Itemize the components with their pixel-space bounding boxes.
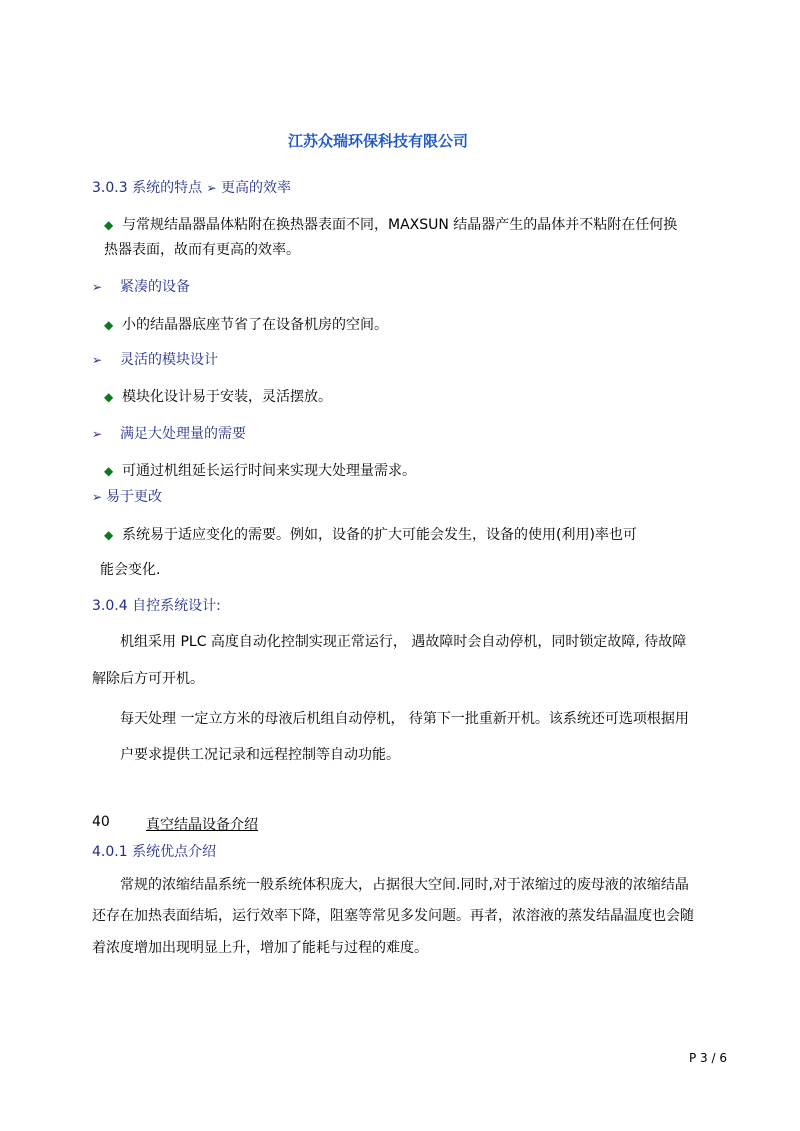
section-304-para1-line2: 解除后方可开机。 [92, 671, 204, 687]
sub-heading-modular-line [92, 349, 218, 369]
diamond-bullet-icon: ◆ [104, 218, 114, 232]
company-title: 江苏众瑞环保科技有限公司 [288, 132, 469, 150]
arrowhead-icon: ➢ [92, 280, 103, 294]
section-401-para-line1: 常规的浓缩结晶系统一般系统体积庞大，占据很大空间.同时,对于浓缩过的废母液的浓缩结晶 [120, 877, 689, 893]
sub-heading-capacity: 满足大处理量的需要 [120, 426, 246, 442]
section-401-para-line2: 还存在加热表面结垢，运行效率下降，阻塞等常见多发问题。再者，浓溶液的蒸发结晶温度也会随 [92, 908, 694, 924]
diamond-bullet-icon: ◆ [104, 318, 114, 332]
section-303-heading-line [92, 177, 291, 197]
sub-heading-efficiency: 更高的效率 [221, 180, 292, 196]
bullet-item-1 [104, 214, 677, 234]
bullet-1-line-2: 热器表面，故而有更高的效率。 [104, 242, 300, 258]
arrowhead-icon: ➢ [206, 181, 217, 195]
diamond-bullet-icon: ◆ [104, 390, 114, 404]
sub-heading-modular: 灵活的模块设计 [120, 352, 218, 368]
section-401-para-line3: 着浓度增加出现明显上升，增加了能耗与过程的难度。 [92, 940, 428, 956]
diamond-bullet-icon: ◆ [104, 528, 114, 542]
bullet-4-text: 可通过机组延长运行时间来实现大处理量需求。 [122, 463, 416, 479]
section-40-number: 40 [92, 814, 110, 830]
sub-heading-change: 易于更改 [106, 489, 162, 505]
diamond-bullet-icon: ◆ [104, 464, 114, 478]
sub-heading-change-line [92, 486, 162, 506]
bullet-item-4 [104, 460, 416, 480]
bullet-5-line-1: 系统易于适应变化的需要。例如，设备的扩大可能会发生，设备的使用(利用)率也可 [122, 527, 637, 543]
bullet-item-2 [104, 314, 388, 334]
section-304-heading: 3.0.4 自控系统设计: [92, 598, 221, 614]
bullet-item-3 [104, 386, 332, 406]
section-304-para2-line2: 户要求提供工况记录和远程控制等自动功能。 [120, 747, 400, 763]
bullet-2-text: 小的结晶器底座节省了在设备机房的空间。 [122, 317, 388, 333]
bullet-3-text: 模块化设计易于安装，灵活摆放。 [122, 389, 332, 405]
sub-heading-compact: 紧凑的设备 [120, 279, 190, 295]
sub-heading-compact-line [92, 276, 190, 296]
arrowhead-icon: ➢ [92, 353, 103, 367]
bullet-1-line-1: 与常规结晶器晶体粘附在换热器表面不同，MAXSUN 结晶器产生的晶体并不粘附在任何换 [122, 217, 678, 233]
bullet-item-5 [104, 524, 637, 544]
section-303-heading: 3.0.3 系统的特点 [92, 180, 203, 196]
section-304-para1-line1: 机组采用 PLC 高度自动化控制实现正常运行， 遇故障时会自动停机，同时锁定故障, 待故障 [120, 634, 687, 650]
section-40-heading: 真空结晶设备介绍 [146, 817, 258, 833]
bullet-5-line-2: 能会变化. [100, 562, 161, 578]
section-401-heading: 4.0.1 系统优点介绍 [92, 844, 217, 860]
sub-heading-capacity-line [92, 423, 246, 443]
section-304-para2-line1: 每天处理 一定立方米的母液后机组自动停机， 待第下一批重新开机。该系统还可选项根据用 [120, 711, 689, 727]
arrowhead-icon: ➢ [92, 490, 103, 504]
arrowhead-icon: ➢ [92, 427, 103, 441]
page-number: P 3 / 6 [689, 1051, 727, 1065]
